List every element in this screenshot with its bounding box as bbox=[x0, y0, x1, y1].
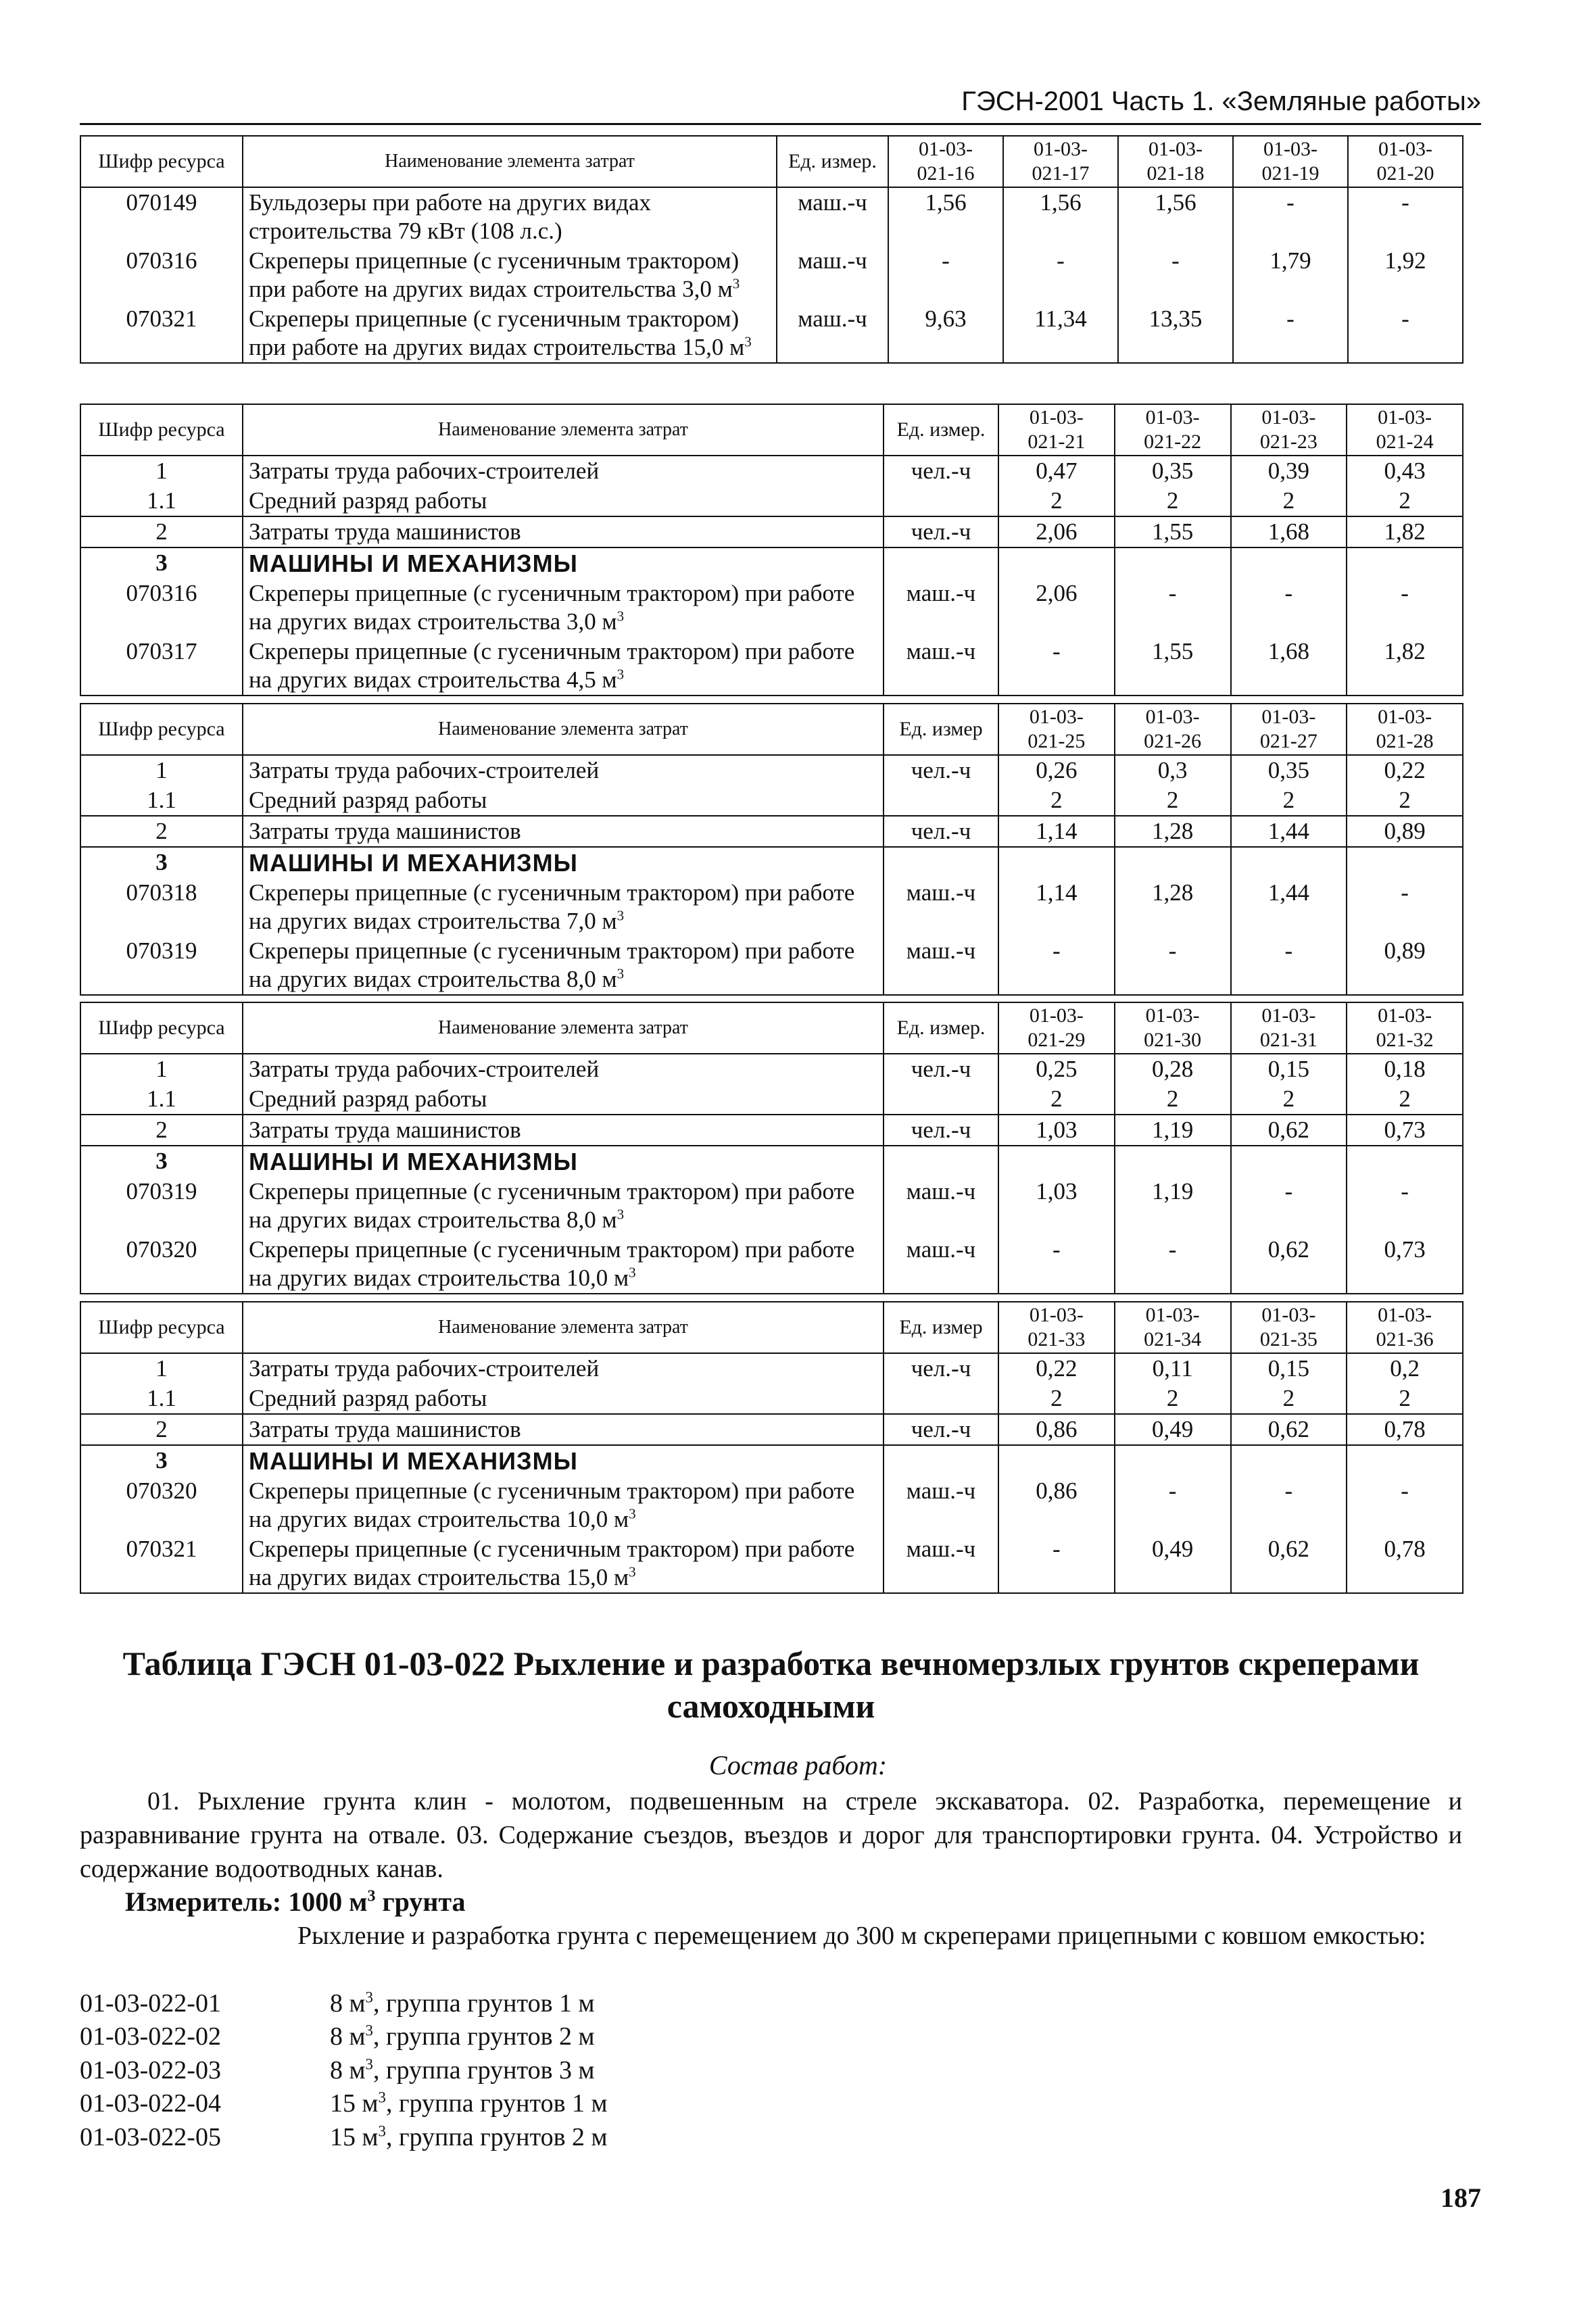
column-header-name: Наименование элемента затрат bbox=[243, 704, 884, 755]
resource-value: 0,15 bbox=[1231, 1054, 1347, 1084]
resource-unit bbox=[884, 1084, 998, 1115]
resource-unit bbox=[884, 847, 998, 878]
resource-code: 2 bbox=[80, 516, 243, 547]
resource-name: Скреперы прицепные (с гусеничным трактором) при работе на других видах строительства 7,0 $м^3$ bbox=[243, 878, 884, 936]
resource-unit: маш.-ч bbox=[884, 1235, 998, 1294]
norm-item bbox=[80, 2054, 608, 2087]
resource-value: - bbox=[888, 246, 1003, 304]
resource-value: 2 bbox=[998, 486, 1115, 516]
table-row bbox=[80, 246, 1463, 304]
resource-name: МАШИНЫ И МЕХАНИЗМЫ bbox=[243, 547, 884, 579]
resource-value: 1,14 bbox=[998, 878, 1115, 936]
column-header-norm-code: 01-03- 021-31 bbox=[1231, 1002, 1347, 1054]
column-header-norm-code: 01-03- 021-35 bbox=[1231, 1302, 1347, 1353]
resource-value: 0,49 bbox=[1115, 1534, 1231, 1593]
resource-code: 1 bbox=[80, 1353, 243, 1384]
resource-value bbox=[998, 1146, 1115, 1177]
resource-name: Скреперы прицепные (с гусеничным трактором) при работе на других видах строительства 8,0 $м^3$ bbox=[243, 1177, 884, 1235]
resource-code: 070317 bbox=[80, 637, 243, 696]
resource-name: Затраты труда машинистов bbox=[243, 1115, 884, 1146]
resource-value: 1,03 bbox=[998, 1177, 1115, 1235]
resource-value: 2 bbox=[998, 1084, 1115, 1115]
resource-code: 1.1 bbox=[80, 785, 243, 816]
norm-item bbox=[80, 2121, 608, 2154]
resource-value: 0,22 bbox=[998, 1353, 1115, 1384]
resource-value: 2 bbox=[1347, 486, 1463, 516]
resource-unit bbox=[884, 1384, 998, 1414]
resource-value: 1,56 bbox=[1118, 187, 1233, 246]
table-header-row bbox=[80, 136, 1463, 187]
resource-value: 0,25 bbox=[998, 1054, 1115, 1084]
resource-value bbox=[1231, 1146, 1347, 1177]
resource-name: МАШИНЫ И МЕХАНИЗМЫ bbox=[243, 1146, 884, 1177]
norm-item-text: 15 $м^3$, группа грунтов 2 м bbox=[330, 2122, 608, 2151]
norm-item-code: 01-03-022-02 bbox=[80, 2022, 221, 2051]
norm-item bbox=[80, 1987, 608, 2020]
resource-value: 2 bbox=[1347, 785, 1463, 816]
resource-value bbox=[998, 847, 1115, 878]
norm-item-code: 01-03-022-03 bbox=[80, 2055, 221, 2085]
norm-item-text: 15 $м^3$, группа грунтов 1 м bbox=[330, 2089, 608, 2118]
resource-value: 1,56 bbox=[1003, 187, 1118, 246]
resource-value: 2 bbox=[1231, 1084, 1347, 1115]
table-row bbox=[80, 1054, 1463, 1084]
resource-code: 3 bbox=[80, 547, 243, 579]
resource-code: 1 bbox=[80, 755, 243, 785]
resource-name: Средний разряд работы bbox=[243, 1384, 884, 1414]
table-row bbox=[80, 1534, 1463, 1593]
resource-value: 2 bbox=[1115, 1084, 1231, 1115]
resource-value: 0,35 bbox=[1115, 456, 1231, 486]
resource-code: 3 bbox=[80, 847, 243, 878]
norm-item-text: 8 $м^3$, группа грунтов 2 м bbox=[330, 2022, 595, 2051]
resource-name: Скреперы прицепные (с гусеничным трактором) при работе на других видах строительства 10,0 $м^3$ bbox=[243, 1235, 884, 1294]
resource-code: 3 bbox=[80, 1146, 243, 1177]
resource-value bbox=[998, 1445, 1115, 1476]
resource-value: 2 bbox=[1115, 1384, 1231, 1414]
resource-value: 1,03 bbox=[998, 1115, 1115, 1146]
resource-value: 0,73 bbox=[1347, 1115, 1463, 1146]
measure-unit: Измеритель: 1000 $м^3$ грунта bbox=[125, 1886, 466, 1917]
resource-value: - bbox=[998, 1534, 1115, 1593]
resource-unit: чел.-ч bbox=[884, 1353, 998, 1384]
resource-value bbox=[1347, 1445, 1463, 1476]
resource-value: 2 bbox=[1115, 486, 1231, 516]
column-header-unit: Ед. измер. bbox=[884, 1002, 998, 1054]
table-row bbox=[80, 936, 1463, 995]
resource-unit: чел.-ч bbox=[884, 516, 998, 547]
resource-value: 0,89 bbox=[1347, 936, 1463, 995]
resource-value: - bbox=[998, 637, 1115, 696]
resource-unit: маш.-ч bbox=[884, 936, 998, 995]
resource-value: 1,44 bbox=[1231, 816, 1347, 847]
column-header-norm-code: 01-03- 021-23 bbox=[1231, 404, 1347, 456]
resource-value: 0,28 bbox=[1115, 1054, 1231, 1084]
resource-unit: маш.-ч bbox=[884, 579, 998, 637]
resource-table bbox=[80, 135, 1464, 364]
column-header-name: Наименование элемента затрат bbox=[243, 136, 777, 187]
table-row bbox=[80, 547, 1463, 579]
column-header-norm-code: 01-03- 021-19 bbox=[1233, 136, 1348, 187]
resource-code: 2 bbox=[80, 1115, 243, 1146]
resource-value: - bbox=[1347, 1476, 1463, 1534]
column-header-unit: Ед. измер. bbox=[884, 404, 998, 456]
resource-value: 11,34 bbox=[1003, 304, 1118, 363]
table-header-row bbox=[80, 1002, 1463, 1054]
resource-unit bbox=[884, 1146, 998, 1177]
resource-value: 13,35 bbox=[1118, 304, 1233, 363]
resource-value: 9,63 bbox=[888, 304, 1003, 363]
column-header-code: Шифр ресурса bbox=[80, 404, 243, 456]
resource-value bbox=[998, 547, 1115, 579]
resource-name: Скреперы прицепные (с гусеничным трактором) при работе на других видах строительства 10,0 $м^3$ bbox=[243, 1476, 884, 1534]
resource-unit bbox=[884, 486, 998, 516]
resource-name: Скреперы прицепные (с гусеничным трактором) при работе на других видах строительства 3,0 $м^3$ bbox=[243, 246, 777, 304]
resource-value: - bbox=[1118, 246, 1233, 304]
resource-unit: маш.-ч bbox=[777, 187, 888, 246]
column-header-norm-code: 01-03- 021-25 bbox=[998, 704, 1115, 755]
resource-value: 1,19 bbox=[1115, 1115, 1231, 1146]
table-row bbox=[80, 637, 1463, 696]
resource-value: 2 bbox=[1347, 1384, 1463, 1414]
column-header-norm-code: 01-03- 021-18 bbox=[1118, 136, 1233, 187]
resource-value: - bbox=[1347, 878, 1463, 936]
column-header-unit: Ед. измер. bbox=[777, 136, 888, 187]
resource-value: - bbox=[1233, 187, 1348, 246]
resource-value: 0,18 bbox=[1347, 1054, 1463, 1084]
resource-name: Скреперы прицепные (с гусеничным трактором) при работе на других видах строительства 15,0 $м^3$ bbox=[243, 1534, 884, 1593]
column-header-norm-code: 01-03- 021-24 bbox=[1347, 404, 1463, 456]
resource-code: 070320 bbox=[80, 1235, 243, 1294]
resource-code: 1.1 bbox=[80, 1084, 243, 1115]
resource-name: Затраты труда рабочих-строителей bbox=[243, 1353, 884, 1384]
column-header-norm-code: 01-03- 021-29 bbox=[998, 1002, 1115, 1054]
norm-item-text: 8 $м^3$, группа грунтов 3 м bbox=[330, 2055, 595, 2085]
resource-name: Затраты труда рабочих-строителей bbox=[243, 456, 884, 486]
resource-name: Затраты труда машинистов bbox=[243, 816, 884, 847]
resource-value: 1,56 bbox=[888, 187, 1003, 246]
resource-value: 2 bbox=[998, 1384, 1115, 1414]
resource-value: 0,26 bbox=[998, 755, 1115, 785]
resource-value: 1,28 bbox=[1115, 878, 1231, 936]
resource-value: - bbox=[998, 936, 1115, 995]
resource-table bbox=[80, 404, 1464, 696]
resource-value: - bbox=[1347, 579, 1463, 637]
resource-value bbox=[1115, 547, 1231, 579]
resource-code: 1.1 bbox=[80, 1384, 243, 1414]
resource-value: 1,79 bbox=[1233, 246, 1348, 304]
resource-value: 1,44 bbox=[1231, 878, 1347, 936]
resource-value: - bbox=[1348, 187, 1463, 246]
resource-value: 0,73 bbox=[1347, 1235, 1463, 1294]
resource-value: 2,06 bbox=[998, 579, 1115, 637]
header-rule bbox=[80, 123, 1481, 125]
column-header-norm-code: 01-03- 021-27 bbox=[1231, 704, 1347, 755]
resource-name: Средний разряд работы bbox=[243, 486, 884, 516]
resource-code: 1 bbox=[80, 1054, 243, 1084]
resource-unit: чел.-ч bbox=[884, 816, 998, 847]
resource-name: Скреперы прицепные (с гусеничным трактором) при работе на других видах строительства 4,5 $м^3$ bbox=[243, 637, 884, 696]
table-row bbox=[80, 1146, 1463, 1177]
table-row bbox=[80, 816, 1463, 847]
resource-code: 2 bbox=[80, 1414, 243, 1445]
resource-value: 1,92 bbox=[1348, 246, 1463, 304]
resource-value bbox=[1347, 847, 1463, 878]
resource-value: - bbox=[1231, 579, 1347, 637]
resource-value: 1,68 bbox=[1231, 637, 1347, 696]
resource-value: - bbox=[1115, 579, 1231, 637]
table-row bbox=[80, 1177, 1463, 1235]
table-row bbox=[80, 1414, 1463, 1445]
resource-value: - bbox=[998, 1235, 1115, 1294]
resource-value: 1,55 bbox=[1115, 637, 1231, 696]
resource-value: 2 bbox=[1347, 1084, 1463, 1115]
resource-value: 0,15 bbox=[1231, 1353, 1347, 1384]
norm-item-code: 01-03-022-05 bbox=[80, 2122, 221, 2151]
resource-value: 0,78 bbox=[1347, 1534, 1463, 1593]
resource-value: 2 bbox=[998, 785, 1115, 816]
table-row bbox=[80, 1353, 1463, 1384]
resource-value: - bbox=[1115, 1235, 1231, 1294]
resource-value: - bbox=[1115, 936, 1231, 995]
resource-value: 0,11 bbox=[1115, 1353, 1231, 1384]
resource-value: 0,62 bbox=[1231, 1235, 1347, 1294]
resource-value bbox=[1115, 1445, 1231, 1476]
resource-code: 1.1 bbox=[80, 486, 243, 516]
column-header-norm-code: 01-03- 021-21 bbox=[998, 404, 1115, 456]
resource-code: 1 bbox=[80, 456, 243, 486]
table-row bbox=[80, 516, 1463, 547]
resource-code: 070319 bbox=[80, 936, 243, 995]
resource-unit: маш.-ч bbox=[884, 1534, 998, 1593]
column-header-code: Шифр ресурса bbox=[80, 1002, 243, 1054]
resource-value: - bbox=[1348, 304, 1463, 363]
column-header-unit: Ед. измер bbox=[884, 1302, 998, 1353]
resource-value: 1,19 bbox=[1115, 1177, 1231, 1235]
column-header-code: Шифр ресурса bbox=[80, 136, 243, 187]
column-header-norm-code: 01-03- 021-30 bbox=[1115, 1002, 1231, 1054]
resource-value: 1,68 bbox=[1231, 516, 1347, 547]
resource-name: Скреперы прицепные (с гусеничным трактором) при работе на других видах строительства 8,0 $м^3$ bbox=[243, 936, 884, 995]
resource-value: 0,62 bbox=[1231, 1534, 1347, 1593]
resource-value: 0,35 bbox=[1231, 755, 1347, 785]
norm-items-list bbox=[80, 1987, 608, 2154]
resource-value: - bbox=[1231, 1476, 1347, 1534]
column-header-norm-code: 01-03- 021-20 bbox=[1348, 136, 1463, 187]
table-header-row bbox=[80, 1302, 1463, 1353]
column-header-norm-code: 01-03- 021-32 bbox=[1347, 1002, 1463, 1054]
running-header: ГЭСН-2001 Часть 1. «Земляные работы» bbox=[961, 87, 1481, 116]
resource-code: 2 bbox=[80, 816, 243, 847]
resource-value bbox=[1231, 547, 1347, 579]
norm-item bbox=[80, 2020, 608, 2053]
resource-code: 070316 bbox=[80, 579, 243, 637]
norms-intro: Рыхление и разработка грунта с перемещением до 300 м скреперами прицепными с ковшом емкостью: bbox=[297, 1922, 1426, 1950]
resource-value: - bbox=[1231, 1177, 1347, 1235]
resource-value: 2 bbox=[1231, 785, 1347, 816]
resource-unit: маш.-ч bbox=[884, 637, 998, 696]
resource-name: Затраты труда машинистов bbox=[243, 516, 884, 547]
resource-value bbox=[1115, 1146, 1231, 1177]
resource-unit: чел.-ч bbox=[884, 1115, 998, 1146]
table-row bbox=[80, 1115, 1463, 1146]
resource-value: 0,2 bbox=[1347, 1353, 1463, 1384]
resource-value bbox=[1115, 847, 1231, 878]
table-row bbox=[80, 304, 1463, 363]
resource-unit: чел.-ч bbox=[884, 456, 998, 486]
norm-item-code: 01-03-022-04 bbox=[80, 2089, 221, 2118]
resource-value: 2 bbox=[1115, 785, 1231, 816]
resource-code: 070149 bbox=[80, 187, 243, 246]
table-row bbox=[80, 785, 1463, 816]
column-header-norm-code: 01-03- 021-33 bbox=[998, 1302, 1115, 1353]
resource-name: МАШИНЫ И МЕХАНИЗМЫ bbox=[243, 847, 884, 878]
resource-value: 0,39 bbox=[1231, 456, 1347, 486]
resource-value: 0,3 bbox=[1115, 755, 1231, 785]
column-header-code: Шифр ресурса bbox=[80, 704, 243, 755]
column-header-norm-code: 01-03- 021-28 bbox=[1347, 704, 1463, 755]
table-row bbox=[80, 1445, 1463, 1476]
resource-value: 0,89 bbox=[1347, 816, 1463, 847]
resource-value: - bbox=[1233, 304, 1348, 363]
column-header-norm-code: 01-03- 021-34 bbox=[1115, 1302, 1231, 1353]
resource-table bbox=[80, 703, 1464, 996]
resource-value: - bbox=[1115, 1476, 1231, 1534]
resource-value bbox=[1231, 847, 1347, 878]
column-header-norm-code: 01-03- 021-17 bbox=[1003, 136, 1118, 187]
column-header-norm-code: 01-03- 021-22 bbox=[1115, 404, 1231, 456]
resource-code: 070319 bbox=[80, 1177, 243, 1235]
column-header-norm-code: 01-03- 021-16 bbox=[888, 136, 1003, 187]
resource-value: 1,55 bbox=[1115, 516, 1231, 547]
resource-unit: чел.-ч bbox=[884, 1414, 998, 1445]
resource-table bbox=[80, 1301, 1464, 1594]
resource-unit bbox=[884, 547, 998, 579]
resource-name: Скреперы прицепные (с гусеничным трактором) при работе на других видах строительства 15,0 $м^3$ bbox=[243, 304, 777, 363]
resource-name: Бульдозеры при работе на других видах строительства 79 кВт (108 л.с.) bbox=[243, 187, 777, 246]
table-header-row bbox=[80, 704, 1463, 755]
resource-name: Затраты труда машинистов bbox=[243, 1414, 884, 1445]
resource-code: 070316 bbox=[80, 246, 243, 304]
table-row bbox=[80, 847, 1463, 878]
column-header-name: Наименование элемента затрат bbox=[243, 1302, 884, 1353]
resource-value: 0,86 bbox=[998, 1414, 1115, 1445]
column-header-name: Наименование элемента затрат bbox=[243, 1002, 884, 1054]
table-row bbox=[80, 755, 1463, 785]
resource-value: - bbox=[1231, 936, 1347, 995]
table-row bbox=[80, 1235, 1463, 1294]
resource-code: 3 bbox=[80, 1445, 243, 1476]
resource-value: 0,86 bbox=[998, 1476, 1115, 1534]
resource-value bbox=[1347, 1146, 1463, 1177]
resource-unit bbox=[884, 785, 998, 816]
resource-unit: маш.-ч bbox=[777, 246, 888, 304]
resource-value: 2 bbox=[1231, 1384, 1347, 1414]
resource-unit bbox=[884, 1445, 998, 1476]
resource-value: 1,82 bbox=[1347, 516, 1463, 547]
work-composition-text: 01. Рыхление грунта клин - молотом, подвешенным на стреле экскаватора. 02. Разработка, перемещение и разравнивание грунта на отвале. 03. Содержание съездов, въездов и дорог для транспортировки грунта. 04. Устройство и содержание водоотводных канав. bbox=[80, 1787, 1462, 1884]
resource-value: 0,47 bbox=[998, 456, 1115, 486]
resource-unit: маш.-ч bbox=[884, 878, 998, 936]
resource-name: МАШИНЫ И МЕХАНИЗМЫ bbox=[243, 1445, 884, 1476]
resource-unit: чел.-ч bbox=[884, 755, 998, 785]
resource-value: 0,49 bbox=[1115, 1414, 1231, 1445]
resource-unit: маш.-ч bbox=[884, 1476, 998, 1534]
resource-table bbox=[80, 1002, 1464, 1294]
resource-name: Скреперы прицепные (с гусеничным трактором) при работе на других видах строительства 3,0 $м^3$ bbox=[243, 579, 884, 637]
resource-code: 070318 bbox=[80, 878, 243, 936]
resource-value: 1,14 bbox=[998, 816, 1115, 847]
norm-item bbox=[80, 2087, 608, 2120]
resource-value: 0,62 bbox=[1231, 1414, 1347, 1445]
table-row bbox=[80, 1084, 1463, 1115]
resource-code: 070321 bbox=[80, 1534, 243, 1593]
resource-value: 0,22 bbox=[1347, 755, 1463, 785]
resource-unit: маш.-ч bbox=[777, 304, 888, 363]
page-number: 187 bbox=[1441, 2183, 1481, 2213]
norm-item-code: 01-03-022-01 bbox=[80, 1989, 221, 2018]
column-header-code: Шифр ресурса bbox=[80, 1302, 243, 1353]
column-header-unit: Ед. измер bbox=[884, 704, 998, 755]
table-row bbox=[80, 187, 1463, 246]
norm-item-text: 8 $м^3$, группа грунтов 1 м bbox=[330, 1989, 595, 2018]
resource-value: 1,82 bbox=[1347, 637, 1463, 696]
resource-value: 0,43 bbox=[1347, 456, 1463, 486]
resource-name: Средний разряд работы bbox=[243, 1084, 884, 1115]
table-row bbox=[80, 878, 1463, 936]
resource-value: 2 bbox=[1231, 486, 1347, 516]
resource-name: Затраты труда рабочих-строителей bbox=[243, 1054, 884, 1084]
resource-unit: маш.-ч bbox=[884, 1177, 998, 1235]
work-composition-heading: Состав работ: bbox=[708, 1750, 888, 1780]
resource-value bbox=[1347, 547, 1463, 579]
table-header-row bbox=[80, 404, 1463, 456]
resource-code: 070321 bbox=[80, 304, 243, 363]
resource-value: 0,78 bbox=[1347, 1414, 1463, 1445]
resource-value: 2,06 bbox=[998, 516, 1115, 547]
resource-value: 1,28 bbox=[1115, 816, 1231, 847]
table-row bbox=[80, 486, 1463, 516]
column-header-norm-code: 01-03- 021-36 bbox=[1347, 1302, 1463, 1353]
resource-name: Затраты труда рабочих-строителей bbox=[243, 755, 884, 785]
table-row bbox=[80, 1476, 1463, 1534]
table-row bbox=[80, 456, 1463, 486]
resource-value bbox=[1231, 1445, 1347, 1476]
resource-code: 070320 bbox=[80, 1476, 243, 1534]
column-header-name: Наименование элемента затрат bbox=[243, 404, 884, 456]
resource-value: - bbox=[1003, 246, 1118, 304]
resource-value: - bbox=[1347, 1177, 1463, 1235]
table-title: Таблица ГЭСН 01-03-022 Рыхление и разработка вечномерзлых грунтов скреперами самоходными bbox=[122, 1644, 1420, 1725]
resource-value: 0,62 bbox=[1231, 1115, 1347, 1146]
table-row bbox=[80, 1384, 1463, 1414]
table-row bbox=[80, 579, 1463, 637]
column-header-norm-code: 01-03- 021-26 bbox=[1115, 704, 1231, 755]
resource-unit: чел.-ч bbox=[884, 1054, 998, 1084]
resource-name: Средний разряд работы bbox=[243, 785, 884, 816]
